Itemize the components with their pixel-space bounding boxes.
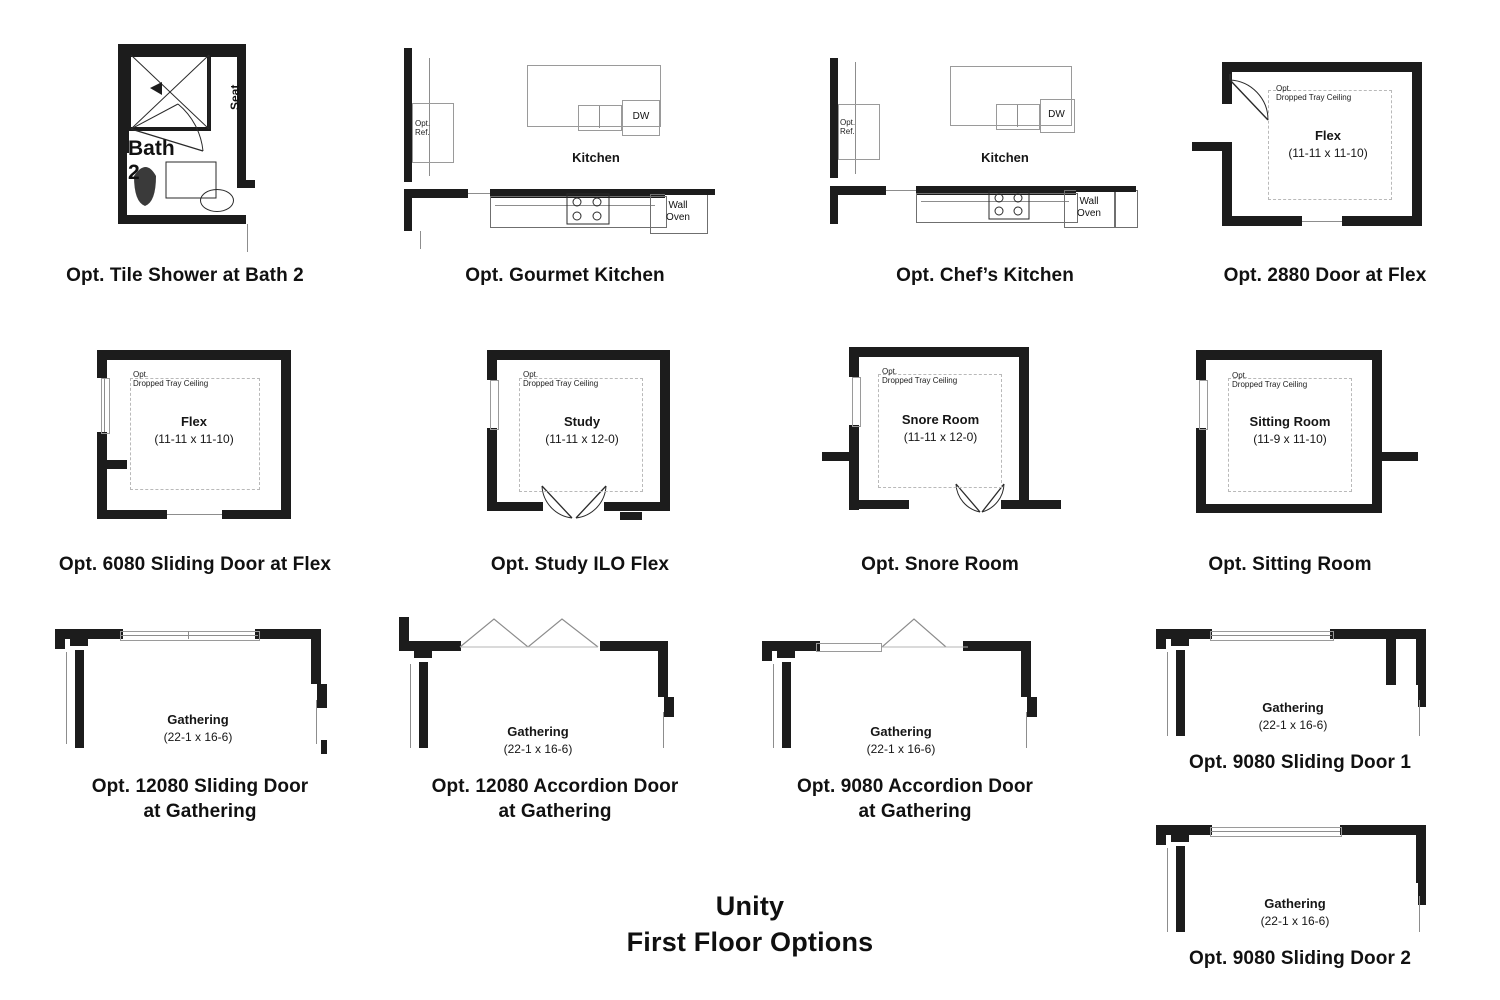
room-name: Gathering [1264,896,1326,911]
wall-segment [97,460,127,469]
wall-segment [838,186,886,195]
sink-divider [1017,105,1018,127]
sink-basin [996,104,1040,130]
room-dims: (11-11 x 12-0) [545,431,619,446]
caption-9080-sliding-door-2: Opt. 9080 Sliding Door 2 [1189,948,1411,969]
accordion-door-12080[interactable] [458,616,604,650]
wall-segment [311,629,321,684]
sliding-door-9080[interactable] [1210,827,1342,837]
room-label-gathering [465,724,611,758]
sliding-door-track [1210,831,1340,832]
wall-segment [1176,846,1185,932]
room-label-kitchen: Kitchen [572,150,620,165]
opening-line [468,193,490,194]
sliding-door-6080[interactable] [101,378,110,434]
window-opening [1199,380,1208,430]
room-dims: (11-11 x 11-10) [154,431,234,446]
interior-edge-line [66,652,67,744]
wall-segment [1027,697,1037,717]
shower-seat-label: Seat [228,84,242,110]
cooktop-icon [566,193,610,225]
wall-segment [404,48,412,182]
wall-segment [1196,350,1206,380]
room-dims: (22-1 x 16-6) [503,741,573,756]
wall-segment [97,432,107,460]
dropped-tray-ceiling-label: Opt. Dropped Tray Ceiling [1276,84,1352,103]
caption-9080-accordion-door-at-gathering [750,774,1080,824]
wall-extension-line [420,231,421,249]
caption-line-1: Opt. 12080 Sliding Door [91,776,309,797]
dishwasher-label: DW [632,111,650,122]
wall-oven-label: Wall Oven [1077,196,1101,219]
wall-segment [849,425,859,455]
interior-edge-line [1419,896,1420,932]
room-dims: (22-1 x 16-6) [1258,717,1328,732]
interior-edge-line [316,700,317,744]
wall-segment [1176,650,1185,736]
wall-segment [664,697,674,717]
interior-edge-line [1167,652,1168,736]
wall-segment [487,350,670,360]
wall-segment [97,350,107,378]
interior-edge-line [663,712,664,748]
wall-segment [849,347,859,377]
room-label-bath2: Bath 2 [128,137,175,184]
sheet-title-line-1: Unity [715,891,785,921]
dropped-tray-ceiling-label: Opt. Dropped Tray Ceiling [523,370,599,389]
sliding-door-track [120,635,258,636]
sliding-door-track [104,378,105,432]
caption-12080-sliding-door-at-gathering [45,774,355,824]
wall-segment [487,350,497,380]
interior-edge-line [1419,700,1420,736]
wall-segment [1372,350,1382,460]
wall-segment [97,510,167,519]
room-name: Gathering [870,724,932,739]
wall-segment [777,651,795,658]
dropped-tray-ceiling-label: Opt. Dropped Tray Ceiling [1232,371,1308,390]
wall-segment [782,662,791,748]
wall-segment [1156,629,1166,649]
wall-segment [1412,62,1422,226]
wall-segment [604,502,670,511]
wall-segment [849,500,909,509]
room-dims: (22-1 x 16-6) [163,729,233,744]
wall-segment [1171,639,1189,646]
wall-segment [1021,641,1031,697]
caption-sitting-room: Opt. Sitting Room [1208,554,1372,575]
wall-segment [1382,452,1418,461]
dishwasher-label: DW [1048,109,1065,120]
caption-9080-sliding-door-1: Opt. 9080 Sliding Door 1 [1189,752,1411,773]
window-opening [490,380,499,430]
wall-segment [412,189,468,198]
room-dims: (11-11 x 11-10) [1288,145,1368,160]
dropped-tray-ceiling-label: Opt. Dropped Tray Ceiling [133,370,209,389]
wall-segment [1222,62,1422,72]
room-name: Gathering [1262,700,1324,715]
wall-segment [222,510,291,519]
window-opening [852,377,861,427]
wall-segment [1171,835,1189,842]
wall-oven-label: Wall Oven [666,200,690,223]
sliding-door-panel-divider [188,631,189,639]
interior-edge-line [1167,848,1168,932]
room-label-snore-room [868,412,1013,446]
wall-segment [317,684,327,708]
room-label-flex [1258,128,1398,162]
sheet-title-line-2: First Floor Options [626,927,874,958]
wall-segment [1001,500,1061,509]
wall-segment [419,662,428,748]
wall-segment [762,641,772,661]
wall-segment [1342,216,1422,226]
wall-segment [1222,142,1232,226]
room-dims: (22-1 x 16-6) [1260,913,1330,928]
wall-segment [70,639,88,646]
room-label-gathering [828,724,974,758]
wall-segment [1019,347,1029,507]
room-label-kitchen: Kitchen [981,150,1029,165]
wall-segment [487,428,497,458]
wall-segment [1196,428,1206,458]
wall-segment [849,347,1029,357]
sliding-door-9080[interactable] [1210,631,1334,641]
room-label-sitting-room [1215,414,1365,448]
wall-segment [665,189,715,195]
wall-segment [1192,142,1226,151]
wall-segment [1416,825,1426,883]
caption-line-1: Opt. 12080 Accordion Door [431,776,679,797]
cabinet-box [1114,190,1138,228]
wall-segment [830,58,838,178]
wall-segment [1156,825,1166,845]
door-panel-track [816,643,882,652]
room-label-study [512,414,652,448]
caption-gourmet-kitchen: Opt. Gourmet Kitchen [465,265,665,286]
wall-segment [404,189,412,231]
wall-segment [830,186,838,224]
wall-segment [658,641,668,697]
interior-edge-line [1026,712,1027,748]
dropped-tray-ceiling-label: Opt. Dropped Tray Ceiling [882,367,958,386]
opening-line [167,514,222,515]
room-label-gathering [125,712,271,746]
room-label-flex [124,414,264,448]
wall-segment [55,629,65,649]
wall-segment [97,350,291,360]
room-label-gathering [1220,700,1366,734]
wall-segment [1196,350,1382,360]
room-label-gathering [1222,896,1368,930]
wall-segment [1222,216,1302,226]
room-name: Flex [180,414,207,429]
interior-edge-line [410,664,411,748]
caption-6080-sliding-door-at-flex: Opt. 6080 Sliding Door at Flex [58,554,332,575]
wall-segment [321,740,327,754]
room-name: Study [563,414,601,429]
room-dims: (22-1 x 16-6) [866,741,936,756]
room-dims: (11-11 x 12-0) [903,429,978,444]
sink-basin [578,105,622,131]
caption-line-2: at Gathering [858,801,972,823]
sink-divider [599,106,600,128]
caption-line-2: at Gathering [143,801,257,823]
wall-segment [414,651,432,658]
caption-12080-accordion-door-at-gathering [390,774,720,824]
toilet-fixture-icon [200,189,234,212]
accordion-door-9080[interactable] [880,616,972,650]
interior-edge-line [773,664,774,748]
wall-segment [75,650,84,748]
opening-line [886,190,916,191]
room-dims: (11-9 x 11-10) [1253,431,1327,446]
sliding-door-12080[interactable] [120,631,260,641]
room-name: Sitting Room [1249,414,1331,429]
room-name: Gathering [507,724,569,739]
caption-2880-door-at-flex: Opt. 2880 Door at Flex [1223,265,1427,286]
opt-ref-label: Opt. Ref. [840,118,856,137]
wall-segment [487,502,543,511]
sliding-door-track [1210,635,1332,636]
wall-segment [399,617,409,651]
caption-snore-room: Opt. Snore Room [861,554,1019,575]
caption-line-1: Opt. 9080 Accordion Door [796,776,1034,797]
wall-segment [822,452,854,461]
wall-segment [1196,504,1382,513]
cooktop-icon [988,190,1030,220]
wall-segment [660,350,670,510]
wall-segment [1076,186,1136,192]
wall-segment [1386,629,1426,639]
caption-tile-shower-bath-2: Opt. Tile Shower at Bath 2 [66,265,304,286]
wall-segment [55,629,123,639]
wall-segment [1340,825,1426,835]
opt-ref-label: Opt. Ref. [415,119,431,138]
wall-segment [281,350,291,519]
caption-study-ilo-flex: Opt. Study ILO Flex [490,554,670,575]
room-name: Snore Room [901,412,980,427]
wall-segment [620,512,642,520]
caption-line-2: at Gathering [498,801,612,823]
sheet-title [480,888,1020,961]
room-name: Flex [1314,128,1341,143]
opening-line [1302,221,1342,222]
room-name: Gathering [167,712,229,727]
caption-chefs-kitchen: Opt. Chef’s Kitchen [896,265,1074,286]
